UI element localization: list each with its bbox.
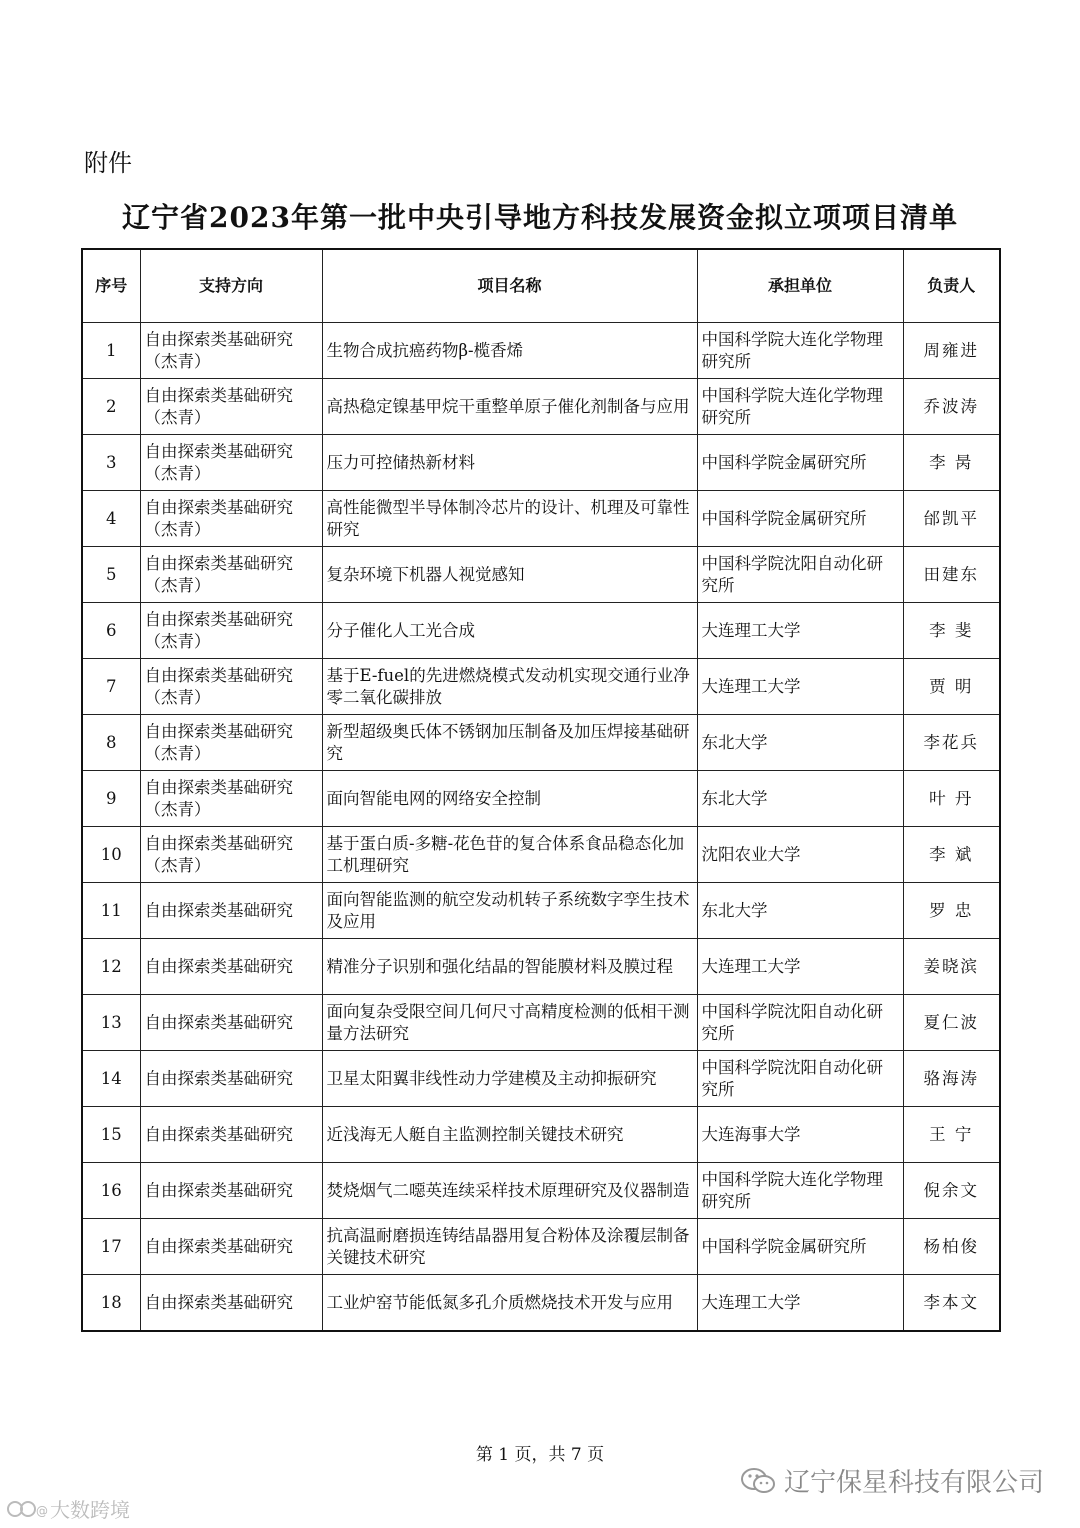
header-direction: 支持方向 [140, 249, 322, 323]
organization: 中国科学院金属研究所 [697, 1219, 903, 1275]
project-leader: 李 昺 [903, 435, 1000, 491]
row-number: 15 [82, 1107, 140, 1163]
organization: 中国科学院沈阳自动化研究所 [697, 547, 903, 603]
table-row [82, 715, 1000, 771]
project-name: 高热稳定镍基甲烷干重整单原子催化剂制备与应用 [322, 379, 697, 435]
project-leader: 李 斌 [903, 827, 1000, 883]
page-footer: 第 1 页，共 7 页 [475, 1445, 605, 1465]
header-no: 序号 [82, 249, 140, 323]
project-name: 分子催化人工光合成 [322, 603, 697, 659]
support-direction: 自由探索类基础研究（杰青） [140, 715, 322, 771]
project-leader: 倪余文 [903, 1163, 1000, 1219]
organization: 中国科学院金属研究所 [697, 435, 903, 491]
organization: 中国科学院大连化学物理研究所 [697, 323, 903, 379]
table-row [82, 323, 1000, 379]
row-number: 8 [82, 715, 140, 771]
row-number: 3 [82, 435, 140, 491]
support-direction: 自由探索类基础研究（杰青） [140, 547, 322, 603]
project-name: 复杂环境下机器人视觉感知 [322, 547, 697, 603]
project-table [81, 248, 1001, 1332]
watermark-company [740, 1462, 1044, 1499]
organization: 大连理工大学 [697, 1275, 903, 1332]
support-direction: 自由探索类基础研究 [140, 1163, 322, 1219]
table-row [82, 771, 1000, 827]
row-number: 1 [82, 323, 140, 379]
header-leader: 负责人 [903, 249, 1000, 323]
support-direction: 自由探索类基础研究 [140, 939, 322, 995]
row-number: 13 [82, 995, 140, 1051]
support-direction: 自由探索类基础研究（杰青） [140, 771, 322, 827]
header-organization: 承担单位 [697, 249, 903, 323]
organization: 大连理工大学 [697, 659, 903, 715]
project-leader: 姜晓滨 [903, 939, 1000, 995]
header-project-name: 项目名称 [322, 249, 697, 323]
brand-logo-icon [6, 1498, 46, 1520]
project-leader: 杨柏俊 [903, 1219, 1000, 1275]
row-number: 2 [82, 379, 140, 435]
support-direction: 自由探索类基础研究（杰青） [140, 827, 322, 883]
organization: 中国科学院沈阳自动化研究所 [697, 1051, 903, 1107]
support-direction: 自由探索类基础研究 [140, 1107, 322, 1163]
project-name: 面向智能监测的航空发动机转子系统数字孪生技术及应用 [322, 883, 697, 939]
project-name: 焚烧烟气二噁英连续采样技术原理研究及仪器制造 [322, 1163, 697, 1219]
project-name: 抗高温耐磨损连铸结晶器用复合粉体及涂覆层制备关键技术研究 [322, 1219, 697, 1275]
row-number: 10 [82, 827, 140, 883]
organization: 东北大学 [697, 715, 903, 771]
svg-text:@: @ [36, 1503, 48, 1518]
table-row [82, 827, 1000, 883]
row-number: 4 [82, 491, 140, 547]
table-header-row [82, 249, 1000, 323]
table-row [82, 883, 1000, 939]
table-row [82, 1051, 1000, 1107]
table-row [82, 1275, 1000, 1332]
project-name: 近浅海无人艇自主监测控制关键技术研究 [322, 1107, 697, 1163]
project-leader: 叶 丹 [903, 771, 1000, 827]
table-row [82, 939, 1000, 995]
project-name: 工业炉窑节能低氮多孔介质燃烧技术开发与应用 [322, 1275, 697, 1332]
row-number: 17 [82, 1219, 140, 1275]
project-name: 高性能微型半导体制冷芯片的设计、机理及可靠性研究 [322, 491, 697, 547]
organization: 东北大学 [697, 883, 903, 939]
support-direction: 自由探索类基础研究（杰青） [140, 603, 322, 659]
project-name: 生物合成抗癌药物β-榄香烯 [322, 323, 697, 379]
row-number: 18 [82, 1275, 140, 1332]
project-leader: 王 宁 [903, 1107, 1000, 1163]
organization: 大连海事大学 [697, 1107, 903, 1163]
project-leader: 周雍进 [903, 323, 1000, 379]
support-direction: 自由探索类基础研究 [140, 1219, 322, 1275]
project-name: 基于E-fuel的先进燃烧模式发动机实现交通行业净零二氧化碳排放 [322, 659, 697, 715]
project-name: 基于蛋白质-多糖-花色苷的复合体系食品稳态化加工机理研究 [322, 827, 697, 883]
wechat-icon [740, 1467, 776, 1495]
project-leader: 李 斐 [903, 603, 1000, 659]
support-direction: 自由探索类基础研究（杰青） [140, 435, 322, 491]
support-direction: 自由探索类基础研究 [140, 1275, 322, 1332]
project-leader: 田建东 [903, 547, 1000, 603]
project-leader: 罗 忠 [903, 883, 1000, 939]
table-row [82, 547, 1000, 603]
support-direction: 自由探索类基础研究 [140, 1051, 322, 1107]
table-row [82, 1107, 1000, 1163]
row-number: 6 [82, 603, 140, 659]
support-direction: 自由探索类基础研究 [140, 995, 322, 1051]
organization: 中国科学院大连化学物理研究所 [697, 379, 903, 435]
table-row [82, 491, 1000, 547]
project-leader: 李花兵 [903, 715, 1000, 771]
project-leader: 贾 明 [903, 659, 1000, 715]
support-direction: 自由探索类基础研究（杰青） [140, 323, 322, 379]
project-name: 面向智能电网的网络安全控制 [322, 771, 697, 827]
row-number: 9 [82, 771, 140, 827]
table-row [82, 1219, 1000, 1275]
project-name: 精准分子识别和强化结晶的智能膜材料及膜过程 [322, 939, 697, 995]
document-title: 辽宁省2023年第一批中央引导地方科技发展资金拟立项项目清单 [122, 201, 958, 234]
support-direction: 自由探索类基础研究（杰青） [140, 491, 322, 547]
table-row [82, 995, 1000, 1051]
project-name: 卫星太阳翼非线性动力学建模及主动抑振研究 [322, 1051, 697, 1107]
row-number: 7 [82, 659, 140, 715]
watermark-company-text: 辽宁保星科技有限公司 [783, 1468, 1044, 1498]
support-direction: 自由探索类基础研究 [140, 883, 322, 939]
organization: 大连理工大学 [697, 603, 903, 659]
watermark-brand [6, 1494, 130, 1523]
organization: 中国科学院沈阳自动化研究所 [697, 995, 903, 1051]
project-leader: 骆海涛 [903, 1051, 1000, 1107]
row-number: 12 [82, 939, 140, 995]
project-leader: 夏仁波 [903, 995, 1000, 1051]
project-name: 面向复杂受限空间几何尺寸高精度检测的低相干测量方法研究 [322, 995, 697, 1051]
project-name: 新型超级奥氏体不锈钢加压制备及加压焊接基础研究 [322, 715, 697, 771]
organization: 中国科学院金属研究所 [697, 491, 903, 547]
support-direction: 自由探索类基础研究（杰青） [140, 659, 322, 715]
project-name: 压力可控储热新材料 [322, 435, 697, 491]
watermark-brand-text: 大数跨境 [50, 1498, 130, 1522]
project-leader: 乔波涛 [903, 379, 1000, 435]
attachment-label: 附件 [84, 149, 132, 177]
row-number: 11 [82, 883, 140, 939]
table-row [82, 659, 1000, 715]
support-direction: 自由探索类基础研究（杰青） [140, 379, 322, 435]
row-number: 14 [82, 1051, 140, 1107]
table-row [82, 435, 1000, 491]
table-row [82, 1163, 1000, 1219]
table-row [82, 379, 1000, 435]
table-body [82, 323, 1000, 1332]
organization: 大连理工大学 [697, 939, 903, 995]
organization: 东北大学 [697, 771, 903, 827]
project-leader: 邰凯平 [903, 491, 1000, 547]
table-row [82, 603, 1000, 659]
organization: 中国科学院大连化学物理研究所 [697, 1163, 903, 1219]
row-number: 16 [82, 1163, 140, 1219]
organization: 沈阳农业大学 [697, 827, 903, 883]
project-leader: 李本文 [903, 1275, 1000, 1332]
row-number: 5 [82, 547, 140, 603]
